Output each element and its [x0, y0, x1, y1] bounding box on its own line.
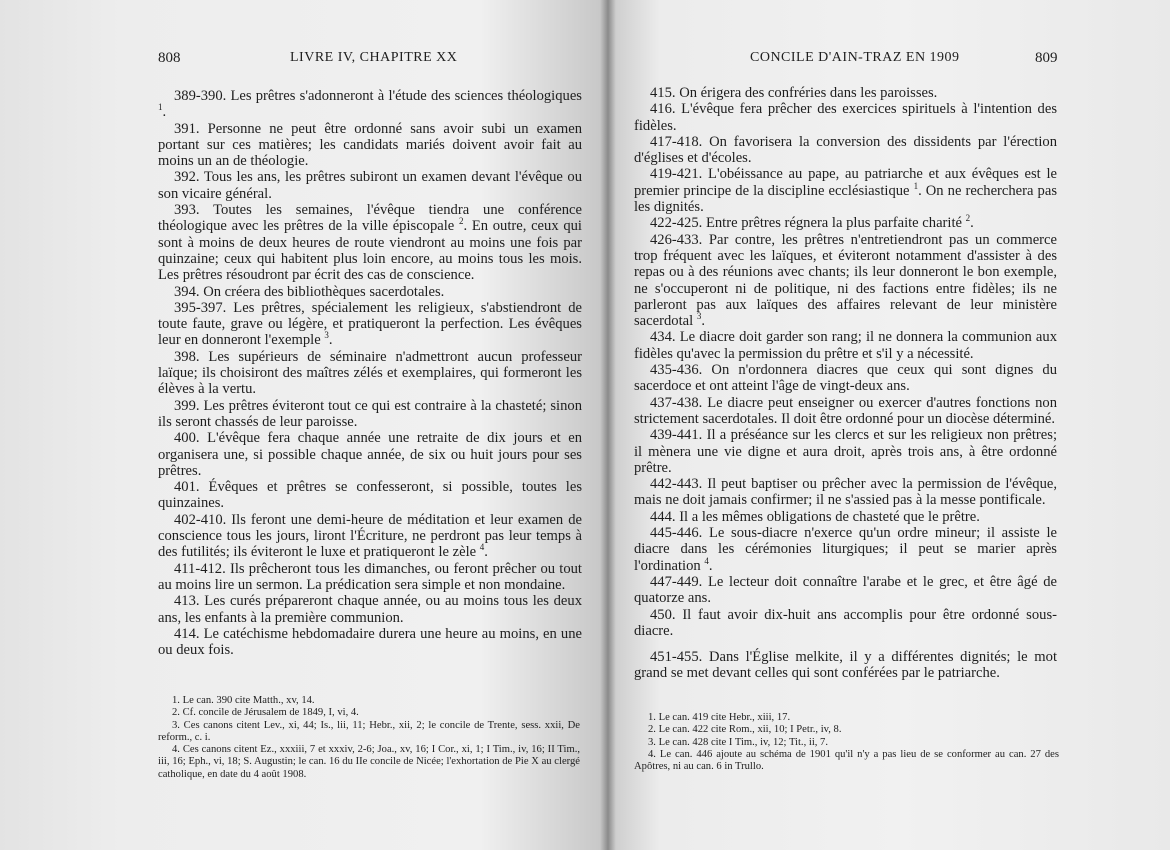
paragraph: 417-418. On favorisera la conversion des dissidents par l'érection d'églises et d'écoles.: [634, 133, 1057, 167]
footnotes: [634, 712, 1059, 773]
paragraph: 435-436. On n'ordonnera diacres que ceux qui sont dignes du sacerdoce et ont atteint l'âge de vingt-deux ans.: [634, 362, 1057, 395]
running-head: CONCILE D'AIN-TRAZ EN 1909: [750, 50, 960, 65]
paragraph: 400. L'évêque fera chaque année une retraite de dix jours et en organisera une, si possible chaque année, de six ou huit jours pour ses prêtres.: [158, 430, 582, 479]
page-number: 809: [1035, 50, 1058, 66]
footnote: 2. Le can. 422 cite Rom., xii, 10; I Petr., iv, 8.: [648, 724, 842, 736]
paragraph: 399. Les prêtres éviteront tout ce qui est contraire à la chasteté; sinon ils seront chassés de leur paroisse.: [158, 397, 582, 430]
paragraph: 389-390. Les prêtres s'adonneront à l'étude des sciences théologiques $^1$.: [158, 88, 582, 121]
footnote: 3. Ces canons citent Lev., xi, 44; Is., lii, 11; Hebr., xii, 2; le concile de Trente, sess. xxii, De reform., c. i.: [158, 719, 580, 743]
footnotes: [158, 695, 580, 781]
footnote: 1. Le can. 390 cite Matth., xv, 14.: [172, 695, 315, 706]
paragraph: 439-441. Il a préséance sur les clercs et sur les religieux non prêtres; il mènera une vie digne et aura droit, après trois ans, à être ordonné prêtre.: [634, 427, 1057, 476]
paragraph: 411-412. Ils prêcheront tous les dimanches, ou feront prêcher ou tout au moins lire un sermon. La prédication sera simple et non mondaine.: [158, 560, 582, 593]
page-number: 808: [158, 50, 181, 66]
footnote-mark: 2: [965, 213, 971, 224]
footnote: 4. Le can. 446 ajoute au schéma de 1901 qu'il n'y a pas lieu de se conformer au can. 27 des Apôtres, ni au can. 6 in Trullo.: [634, 748, 1059, 773]
footnote-mark: 2: [458, 216, 464, 227]
paragraph: 391. Personne ne peut être ordonné sans avoir subi un examen portant sur ces matières; les candidats mariés doivent avoir fait au moins un an de théologie.: [158, 120, 582, 170]
paragraph: 450. Il faut avoir dix-huit ans accomplis pour être ordonné sous-diacre.: [634, 606, 1057, 639]
paragraph: 437-438. Le diacre peut enseigner ou exercer d'autres fonctions non strictement sacerdotales. Il doit être ordonné pour un diocèse déterminé.: [634, 394, 1057, 427]
paragraph: 445-446. Le sous-diacre n'exerce qu'un ordre mineur; il assiste le diacre dans les cérémonies liturgiques; il peut se marier après l'ordination $^4$.: [634, 525, 1057, 574]
paragraph: 395-397. Les prêtres, spécialement les religieux, s'abstiendront de toute faute, grave ou légère, et pratiqueront la perfection. Les évêques leur en donneront l'exemple $^3$.: [158, 299, 582, 349]
paragraph: 393. Toutes les semaines, l'évêque tiendra une conférence théologique avec les prêtres de la ville épiscopale $^2$. En outre, ceux qui sont à moins de deux heures de route viendront au moins une fois par quinzaine; ceux qui habitent plus loin encore, au moins tous les mois. Les prêtres résoudront par écrit des cas de conscience.: [158, 202, 582, 284]
paragraph: 413. Les curés prépareront chaque année, ou au moins tous les deux ans, les enfants à la première communion.: [158, 593, 582, 626]
paragraph: 414. Le catéchisme hebdomadaire durera une heure au moins, en une ou deux fois.: [158, 625, 582, 659]
footnote-mark: 3: [324, 330, 329, 341]
paragraph: 451-455. Dans l'Église melkite, il y a différentes dignités; le mot grand se met devant celles qui sont conférées par le patriarche.: [634, 649, 1057, 682]
paragraph: 394. On créera des bibliothèques sacerdotales.: [174, 283, 445, 300]
running-head: LIVRE IV, CHAPITRE XX: [290, 50, 458, 65]
paragraph: 401. Évêques et prêtres se confesseront, si possible, toutes les quinzaines.: [158, 479, 582, 512]
footnote: 4. Ces canons citent Ez., xxxiii, 7 et xxxiv, 2-6; Joa., xv, 16; I Cor., xi, 1; I Tim., iv, 16; II Tim., iii, 16; Eph., vi, 18; S. Augustin; le can. 16 du IIe concile de Nicée; l'exhortation de Pie X au clergé catholique, en date du 4 août 1908.: [158, 744, 580, 780]
footnote-mark: 1: [913, 180, 919, 191]
paragraph: 392. Tous les ans, les prêtres subiront un examen devant l'évêque ou son vicaire général.: [158, 169, 582, 202]
paragraph: 422-425. Entre prêtres régnera la plus parfaite charité $^2$.: [650, 213, 974, 232]
page-body: [158, 88, 582, 658]
footnote-mark: 1: [158, 102, 163, 113]
footnote: 1. Le can. 419 cite Hebr., xiii, 17.: [648, 712, 791, 723]
paragraph: 426-433. Par contre, les prêtres n'entretiendront pas un commerce trop fréquent avec les laïques, et éviteront notamment d'assister à des repas ou à des réunions avec chants; ils leur donneront le bon exemple, ne s'occuperont ni de politique, ni des factions entre fidèles; ils ne parleront pas aux laïques des affaires relevant de leur ministère sacerdotal $^3$.: [634, 231, 1057, 330]
page-body: [634, 85, 1057, 682]
paragraph: 434. Le diacre doit garder son rang; il ne donnera la communion aux fidèles qu'avec la permission du prêtre et s'il y a nécessité.: [634, 329, 1057, 362]
footnote-mark: 4: [704, 555, 709, 566]
footnote: 3. Le can. 428 cite I Tim., iv, 12; Tit., ii, 7.: [648, 736, 829, 748]
paragraph: 398. Les supérieurs de séminaire n'admettront aucun professeur laïque; ils choisiront des maîtres zélés et exemplaires, qui formeront les élèves à la vertu.: [158, 348, 582, 398]
paragraph: 419-421. L'obéissance au pape, au patriarche et aux évêques est le premier principe de la discipline ecclésiastique $^1$. On ne recherchera pas les dignités.: [634, 166, 1057, 216]
paragraph: 444. Il a les mêmes obligations de chasteté que le prêtre.: [650, 508, 980, 525]
paragraph: 447-449. Le lecteur doit connaître l'arabe et le grec, et être âgé de quatorze ans.: [634, 573, 1057, 607]
paragraph: 416. L'évêque fera prêcher des exercices spirituels à l'intention des fidèles.: [634, 101, 1057, 134]
right-page: [605, 0, 1170, 850]
paragraph: 402-410. Ils feront une demi-heure de méditation et leur examen de conscience tous les jours, liront l'Écriture, ne perdront pas leur temps à des futilités; ils éviteront le luxe et pratiqueront le zèle $^4$.: [158, 511, 582, 561]
paragraph: 415. On érigera des confréries dans les paroisses.: [650, 85, 938, 101]
paragraph: 442-443. Il peut baptiser ou prêcher avec la permission de l'évêque, mais ne doit jamais confirmer; il ne s'assied pas à la messe pontificale.: [634, 476, 1057, 509]
footnote-mark: 4: [479, 542, 485, 553]
footnote-mark: 3: [696, 311, 702, 322]
footnote: 2. Cf. concile de Jérusalem de 1849, I, vi, 4.: [172, 707, 359, 719]
